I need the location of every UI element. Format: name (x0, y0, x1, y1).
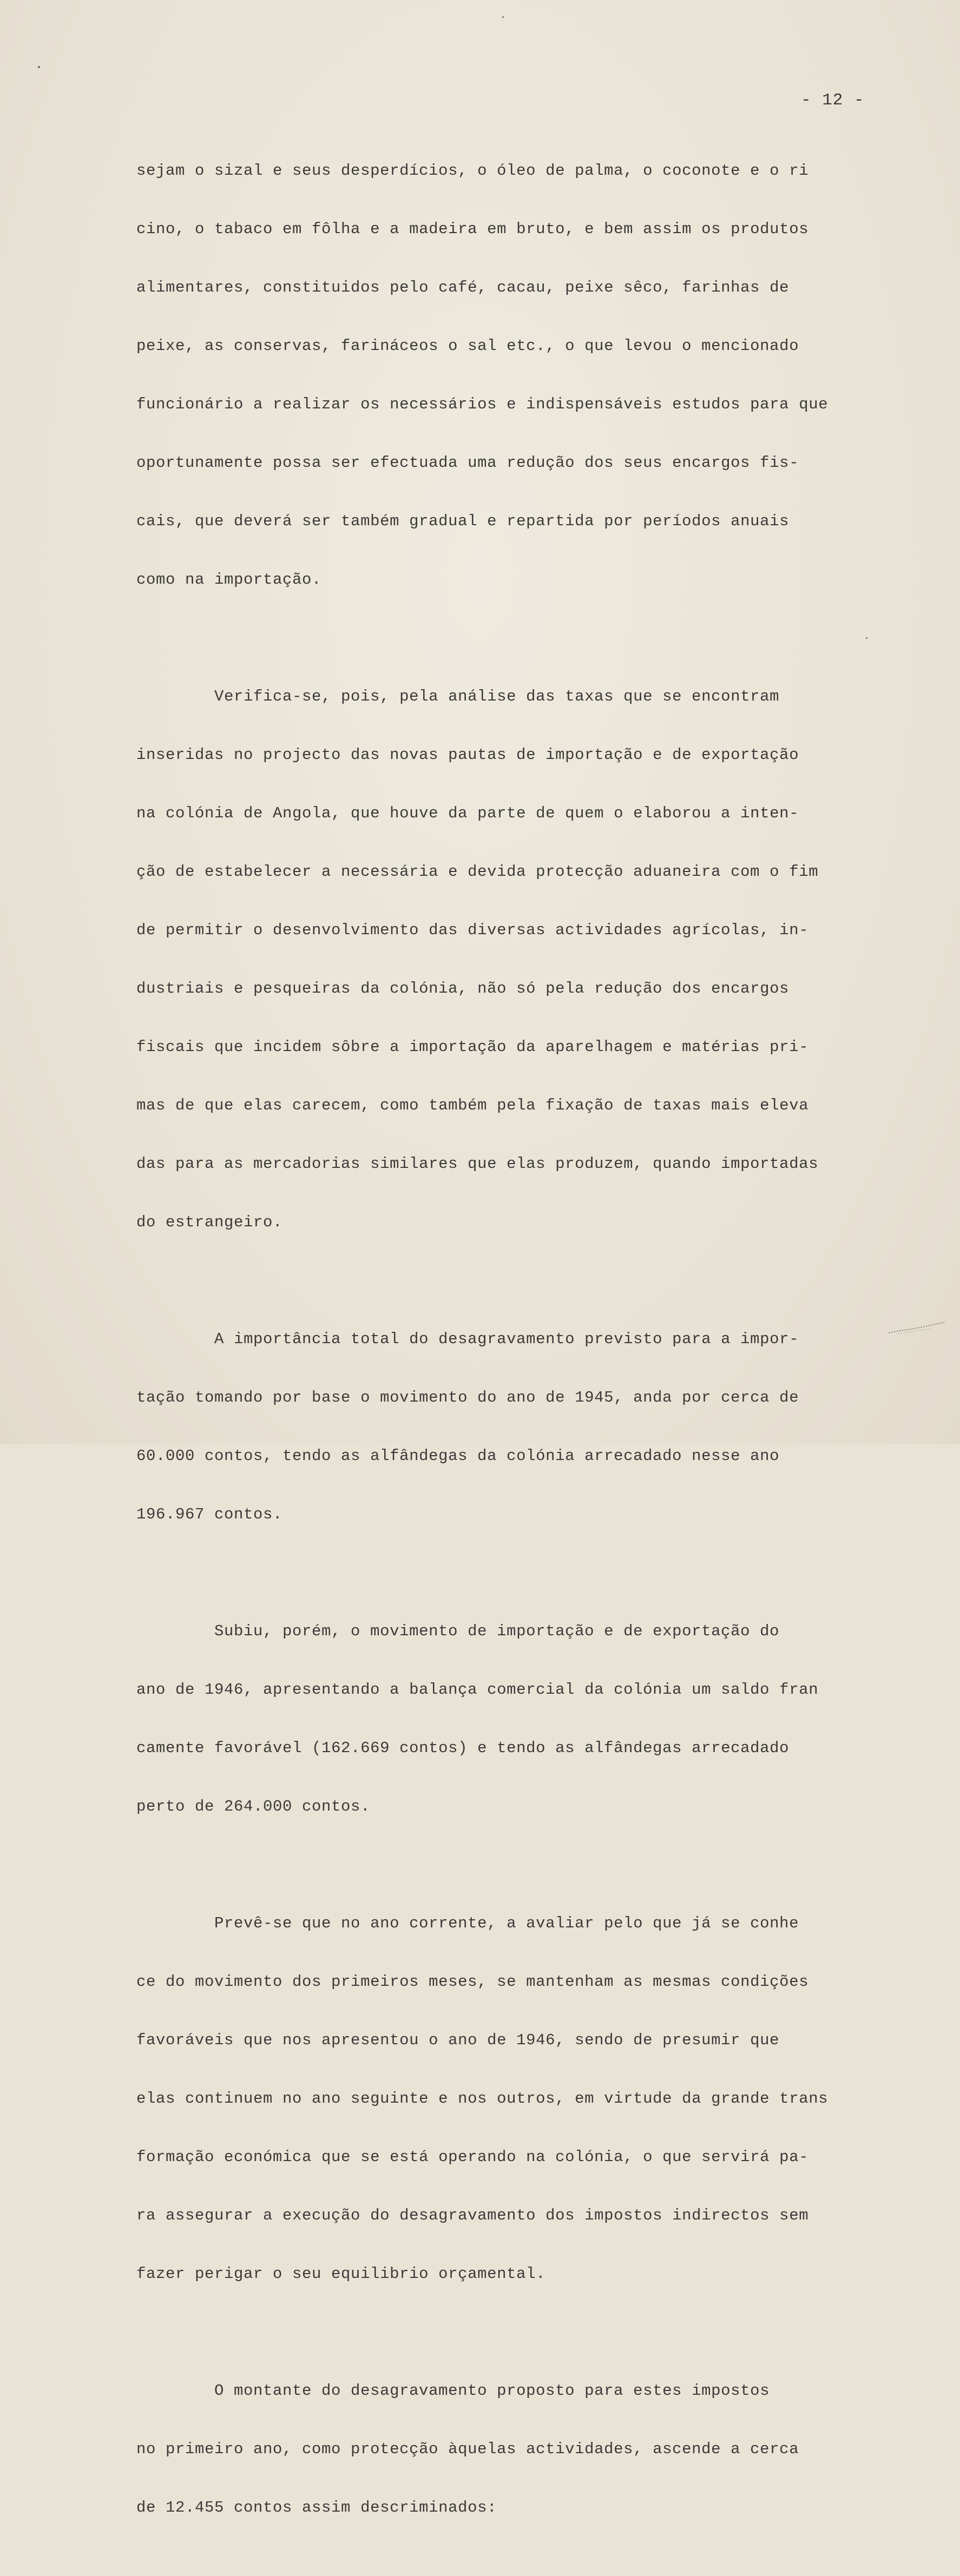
text-line: elas continuem no ano seguinte e nos outros, em virtude da grande trans (136, 2090, 829, 2108)
text-line: na colónia de Angola, que houve da parte de quem o elaborou a inten- (136, 804, 799, 822)
text-line: inseridas no projecto das novas pautas de importação e de exportação (136, 746, 799, 764)
text-line: das para as mercadorias similares que elas produzem, quando importadas (136, 1155, 819, 1173)
text-line: ce do movimento dos primeiros meses, se mantenham as mesmas condições (136, 1973, 809, 1991)
text-line: 196.967 contos. (136, 1505, 283, 1523)
paragraph-4 (136, 1583, 916, 1855)
paper-speck (502, 16, 504, 18)
text-line: A importância total do desagravamento previsto para a impor- (136, 1330, 799, 1348)
paragraph-3 (136, 1291, 916, 1563)
text-line: de 12.455 contos assim descriminados: (136, 2499, 497, 2516)
text-line: Verifica-se, pois, pela análise das taxas que se encontram (136, 688, 780, 705)
text-line: tação tomando por base o movimento do ano de 1945, anda por cerca de (136, 1389, 799, 1406)
text-line: funcionário a realizar os necessários e indispensáveis estudos para que (136, 395, 829, 413)
text-line: O montante do desagravamento proposto para estes impostos (136, 2382, 770, 2400)
page-number: - 12 - (801, 91, 865, 110)
text-line: como na importação. (136, 571, 322, 589)
text-line: peixe, as conservas, farináceos o sal etc., o que levou o mencionado (136, 337, 799, 355)
text-line: Subiu, porém, o movimento de importação e de exportação do (136, 1622, 780, 1640)
text-line: camente favorável (162.669 contos) e tendo as alfândegas arrecadado (136, 1739, 790, 1757)
text-line: no primeiro ano, como protecção àquelas actividades, ascende a cerca (136, 2440, 799, 2458)
document-body (136, 122, 916, 2576)
text-line: ção de estabelecer a necessária e devida protecção aduaneira com o fim (136, 863, 819, 881)
text-line: mas de que elas carecem, como também pela fixação de taxas mais eleva (136, 1097, 809, 1114)
paragraph-5 (136, 1875, 916, 2323)
text-line: oportunamente possa ser efectuada uma redução dos seus encargos fis- (136, 454, 799, 472)
paragraph-2 (136, 648, 916, 1271)
text-line: cino, o tabaco em fôlha e a madeira em bruto, e bem assim os produtos (136, 220, 809, 238)
text-line: perto de 264.000 contos. (136, 1798, 371, 1815)
text-line: favoráveis que nos apresentou o ano de 1946, sendo de presumir que (136, 2031, 780, 2049)
text-line: cais, que deverá ser também gradual e repartida por períodos anuais (136, 512, 790, 530)
scribble-mark (887, 1320, 947, 1336)
text-line: ra assegurar a execução do desagravamento dos impostos indirectos sem (136, 2207, 809, 2224)
text-line: formação económica que se está operando na colónia, o que servirá pa- (136, 2148, 809, 2166)
text-line: fazer perigar o seu equilibrio orçamental. (136, 2265, 546, 2283)
text-line: do estrangeiro. (136, 1213, 283, 1231)
text-line: ano de 1946, apresentando a balança comercial da colónia um saldo fran (136, 1681, 819, 1699)
text-line: fiscais que incidem sôbre a importação da aparelhagem e matérias pri- (136, 1038, 809, 1056)
text-line: alimentares, constituidos pelo café, cacau, peixe sêco, farinhas de (136, 279, 790, 296)
text-line: de permitir o desenvolvimento das diversas actividades agrícolas, in- (136, 921, 809, 939)
paper-speck (38, 66, 40, 68)
text-line: Prevê-se que no ano corrente, a avaliar pelo que já se conhe (136, 1914, 799, 1932)
paragraph-6 (136, 2342, 916, 2557)
text-line: 60.000 contos, tendo as alfândegas da colónia arrecadado nesse ano (136, 1447, 780, 1465)
text-line: sejam o sizal e seus desperdícios, o óleo de palma, o coconote e o ri (136, 162, 809, 180)
text-line: dustriais e pesqueiras da colónia, não só pela redução dos encargos (136, 980, 790, 998)
paper-speck (866, 637, 867, 639)
paragraph-1 (136, 122, 916, 629)
